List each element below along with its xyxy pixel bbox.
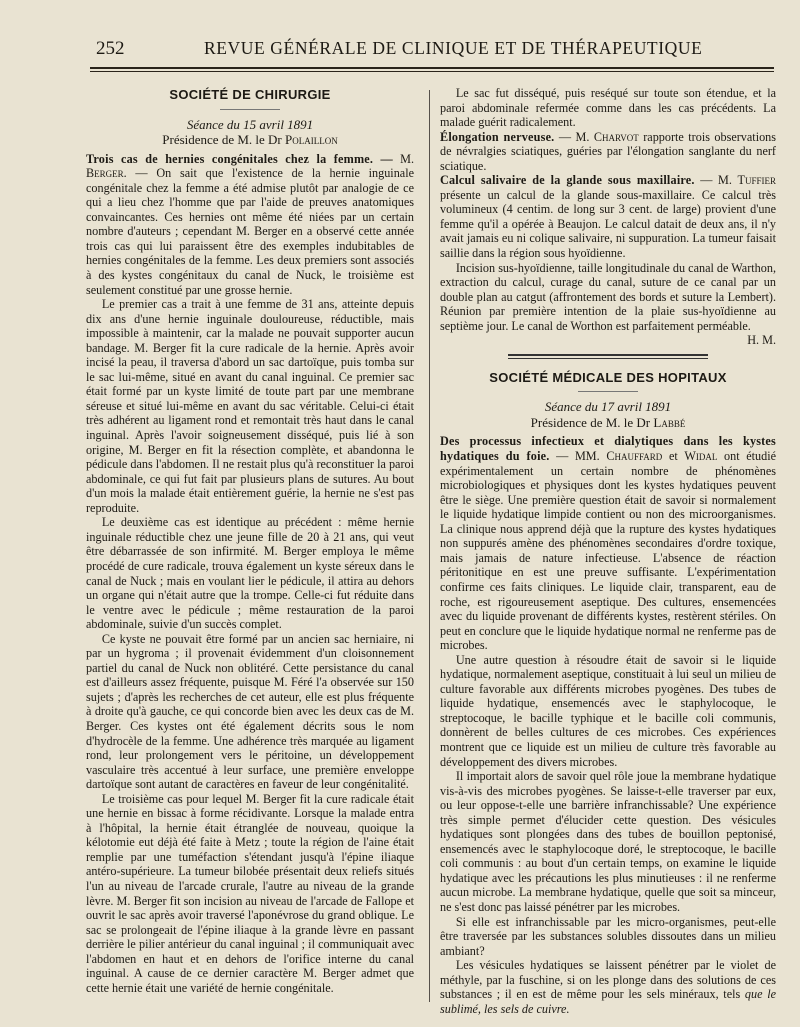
presidence-line: [86, 133, 414, 148]
paragraph: Si elle est infranchissable par les micro-organismes, peut-elle être traversée par les substances solubles dissoutes dans un milieu ambiant?: [440, 914, 776, 958]
president-name: Labbé: [653, 414, 686, 430]
author-name: Berger: [86, 166, 124, 181]
article-title: Trois cas de hernies congénitales chez la femme. —: [86, 151, 393, 166]
header-rule: [90, 67, 774, 69]
presidence-line: [440, 416, 776, 431]
article-title: Des processus infectieux et dialytiques dans les kystes hydatiques du foie.: [440, 434, 776, 464]
authors-and: et: [662, 449, 685, 464]
article-text: rapporte trois observations de névralgies sciatiques, guéries par l'élongation sanglante du nerf sciatique.: [440, 129, 777, 173]
paragraph: Une autre question à résoudre était de savoir si le liquide hydatique, normalement aseptique, constituait à lui seul un milieu de culture favorable aux différents microbes pyogènes. Des tubes de liquide hydatique, ensemencés avec le staphylocoque, le streptocoque, le bacille typhique et le bacille coli communis, donnèrent de belles cultures de ces microbes. Ces expériences montrent que ce liquide est un milieu de culture très favorable au développement des divers microbes.: [440, 652, 776, 769]
author-prefix: — M.: [554, 129, 594, 144]
paragraph-part: Les vésicules hydatiques se laissent pénétrer par le violet de méthyle, par la fuschine, si on les plonge dans des solutions de ces substances ; il en est de même pour les sels minéraux, tels: [440, 958, 776, 1002]
paragraph-italic: que le sublimé, les sels de cuivre.: [440, 987, 776, 1016]
paragraph: Le premier cas a trait à une femme de 31 ans, atteinte depuis dix ans d'une hernie inguinale douloureuse, réductible, mais impossible à maintenir, car la malade ne pouvait supporter aucun bandage. M. Berger fit la cure radicale de la hernie. Après avoir incisé la peau, il traversa d'abord un sac dartoïque, puis tomba sur le sac lui-même, situé en avant du canal inguinal. Ce premier sac était formé par un kyste limité de toute part par une membrane séreuse et situé lui-même en avant du sac véritable. Celui-ci était très adhérent au ligament rond et remontait très haut dans le canal inguinal. Après l'avoir soigneusement disséqué, puis lié à son origine, M. Berger en fit la résection complète, et abandonna le pédicule dans l'abdomen. Il ne restait plus qu'à reconstituer la paroi abdominale, ce qui fut fait par plusieurs plans de sutures. Au bout d'un mois la malade était entièrement guérie, la hernie ne s'est pas reproduite.: [86, 297, 414, 515]
article-text: présente un calcul de la glande sous-maxillaire. Ce calcul très volumineux (4 centim. de long sur 3 cent. de large) provient d'une femme qu'il a opérée à Beaujon. Le calcul datait de deux ans, il n'y avait jamais eu ni colique salivaire, ni suppuration. La tumeur faisait saillie dans la région sous hyoïdienne.: [440, 187, 776, 261]
section-title-hopitaux: SOCIÉTÉ MÉDICALE DES HOPITAUX: [489, 369, 727, 385]
author-name: Widal: [684, 449, 718, 464]
paragraph: Le sac fut disséqué, puis reséqué sur toute son étendue, et la paroi abdominale refermée comme dans les cas précédents. La malade guérit radicalement.: [440, 86, 776, 130]
left-column: [86, 86, 414, 995]
signature: H. M.: [747, 333, 776, 348]
author-prefix: M.: [400, 151, 415, 166]
article-kystes: [440, 434, 776, 652]
page-header: [0, 0, 800, 72]
article-text: ont étudié expérimentalement un certain nombre de phénomènes microbiologiques et physiques dont les kystes hydatiques peuvent être le siège. Une première question était de savoir si normalement le liquide hydatique limpide contient ou non des microorganismes. La clinique nous apprend déjà que la rupture des kystes hydatiques non suppurés amène des phénomènes secondaires d'ordre toxique, mais jamais de nature infectieuse. L'absence de réaction péritonitique en est une preuve suffisante. L'expérimentation confirme ces faits cliniques. Le liquide clair, transparent, eau de roche, est rigoureusement aseptique. Des cultures, ensemencées avec du liquide provenant de différents kystes, restèrent stériles. On peut en conclure que le liquide hydatique normal ne renferme pas de microbes.: [440, 449, 776, 653]
authors-prefix: — MM.: [549, 449, 607, 464]
paragraph: [440, 958, 776, 1016]
paragraph: Ce kyste ne pouvait être formé par un ancien sac herniaire, ni par un hygroma ; il provenait évidemment d'un cloisonnement partiel du canal de Nuck non oblitéré. Cette persistance du canal est d'ailleurs assez fréquente, puisque M. Féré l'a observée sur 150 sujets ; d'après les recherches de cet auteur, elle est plus fréquente à droite qu'à gauche, ce qui concorde bien avec les deux cas de M. Berger. Ces kystes ont été également décrits sous le nom d'hydrocèle de la femme. Une adhérence très marquée au ligament rond, leur prolongement vers le péritoine, un développement vasculaire très accentué à leur surface, une première enveloppe dartoïque sont autant de caractères en faveur de leur congénitalité.: [86, 631, 414, 792]
author-name: Tuffier: [737, 173, 776, 188]
presidence-prefix: Présidence de M. le Dr: [530, 414, 654, 430]
article-title: Élongation nerveuse.: [440, 129, 555, 144]
article-calcul: [440, 173, 776, 260]
author-name: Chauffard: [606, 449, 663, 464]
page-number: 252: [96, 38, 125, 59]
running-title: REVUE GÉNÉRALE DE CLINIQUE ET DE THÉRAPEUTIQUE: [204, 38, 703, 58]
president-name: Polaillon: [285, 132, 338, 148]
paragraph: . — On sait que l'existence de la hernie inguinale congénitale chez la femme a été admise plutôt par analogie de ce qui a lieu chez l'homme que par l'aide de preuves anatomiques convaincantes. Ces hernies ont même été niées par un certain nombre d'auteurs ; cependant M. Berger en a observé cette année trois cas qui lui paraissent être des exemples indubitables de hernies congénitales de la femme. Les deux premiers sont associés à des kystes congénitaux du canal de Nuck, le troisième est seulement constitué par une grosse hernie.: [86, 166, 414, 297]
header-rule-thin: [90, 71, 774, 72]
seance-date: Séance du 17 avril 1891: [544, 399, 672, 415]
paragraph: Le troisième cas pour lequel M. Berger fit la cure radicale était une hernie en bissac à forme récidivante. Lorsque la malade entra à l'hôpital, la hernie était étranglée de nouveau, quoique la kélotomie eut déjà été faite à Metz ; toute la région de l'aine était remplie par une tuméfaction s'étendant jusqu'à l'épine iliaque antéro-supérieure. La tumeur bilobée présentait deux reliefs situés l'un au niveau de l'arcade crurale, l'autre au niveau de la grande lèvre. M. Berger fit son incision au niveau de l'arcade de Fallope et ouvrit le sac après avoir traversé l'aponévrose du grand oblique. Le sac se prolongeait de l'épine iliaque à la grande lèvre en passant derrière le pilier antérieur du canal inguinal ; il communiquait avec l'abdomen en haut et en dehors de l'orifice interne du canal inguinal. A cause de ce dernier caractère M. Berger admet que cette hernie était une variété de hernie congénitale.: [86, 791, 414, 995]
right-column: [440, 86, 776, 1016]
article-elongation: [440, 130, 776, 174]
section-title-chirurgie: SOCIÉTÉ DE CHIRURGIE: [169, 87, 331, 102]
section-separator: [578, 391, 638, 392]
author-prefix: — M.: [694, 173, 738, 188]
article-hernies: [86, 152, 414, 297]
column-divider: [429, 90, 430, 1002]
presidence-prefix: Présidence de M. le Dr: [162, 132, 286, 148]
article-title: Calcul salivaire de la glande sous maxillaire.: [440, 173, 695, 188]
paragraph: Incision sus-hyoïdienne, taille longitudinale du canal de Warthon, extraction du calcul, curage du canal, suture de ce canal par un double plan au catgut (affrontement des bords et suture la Lembert). Réunion par première intention de la plaie sus-hyoïdienne au septième jour. Le canal de Worthon est parfaitement perméable.: [440, 260, 776, 333]
section-double-rule: [508, 354, 708, 359]
paragraph: Le deuxième cas est identique au précédent : même hernie inguinale réductible chez une jeune fille de 20 à 21 ans, qui veut être débarrassée de son infirmité. M. Berger employa le même procédé de cure radicale, trouva également un kyste séreux dans le canal de Nuck ; mais en voulant lier le pédicule, il attira au dehors un organe qui n'était autre que la trompe. Celle-ci fut réduite dans le ventre avec le pédicule ; même restauration de la paroi abdominale, suivie d'un succès complet.: [86, 515, 414, 632]
author-name: Charvot: [593, 129, 639, 144]
seance-date: Séance du 15 avril 1891: [186, 116, 314, 132]
paragraph: Il importait alors de savoir quel rôle joue la membrane hydatique vis-à-vis des microbes pyogènes. Se laisse-t-elle traverser par eux, ou leur oppose-t-elle une barrière infranchissable? Une expérience très simple permet d'élucider cette question. Des vésicules hydatiques sont plongées dans des tubes de bouillon peptonisé, ensemencés avec le staphylocoque doré, le streptocoque, le bacille coli communis : au bout d'un certain temps, on examine le liquide hydatique avec les précautions les plus minutieuses : il ne renferme aucun microbe. La membrane hydatique, quelle que soit sa minceur, ne s'est donc pas laissé pénétrer par les microbes.: [440, 769, 776, 914]
section-separator: [220, 109, 280, 110]
